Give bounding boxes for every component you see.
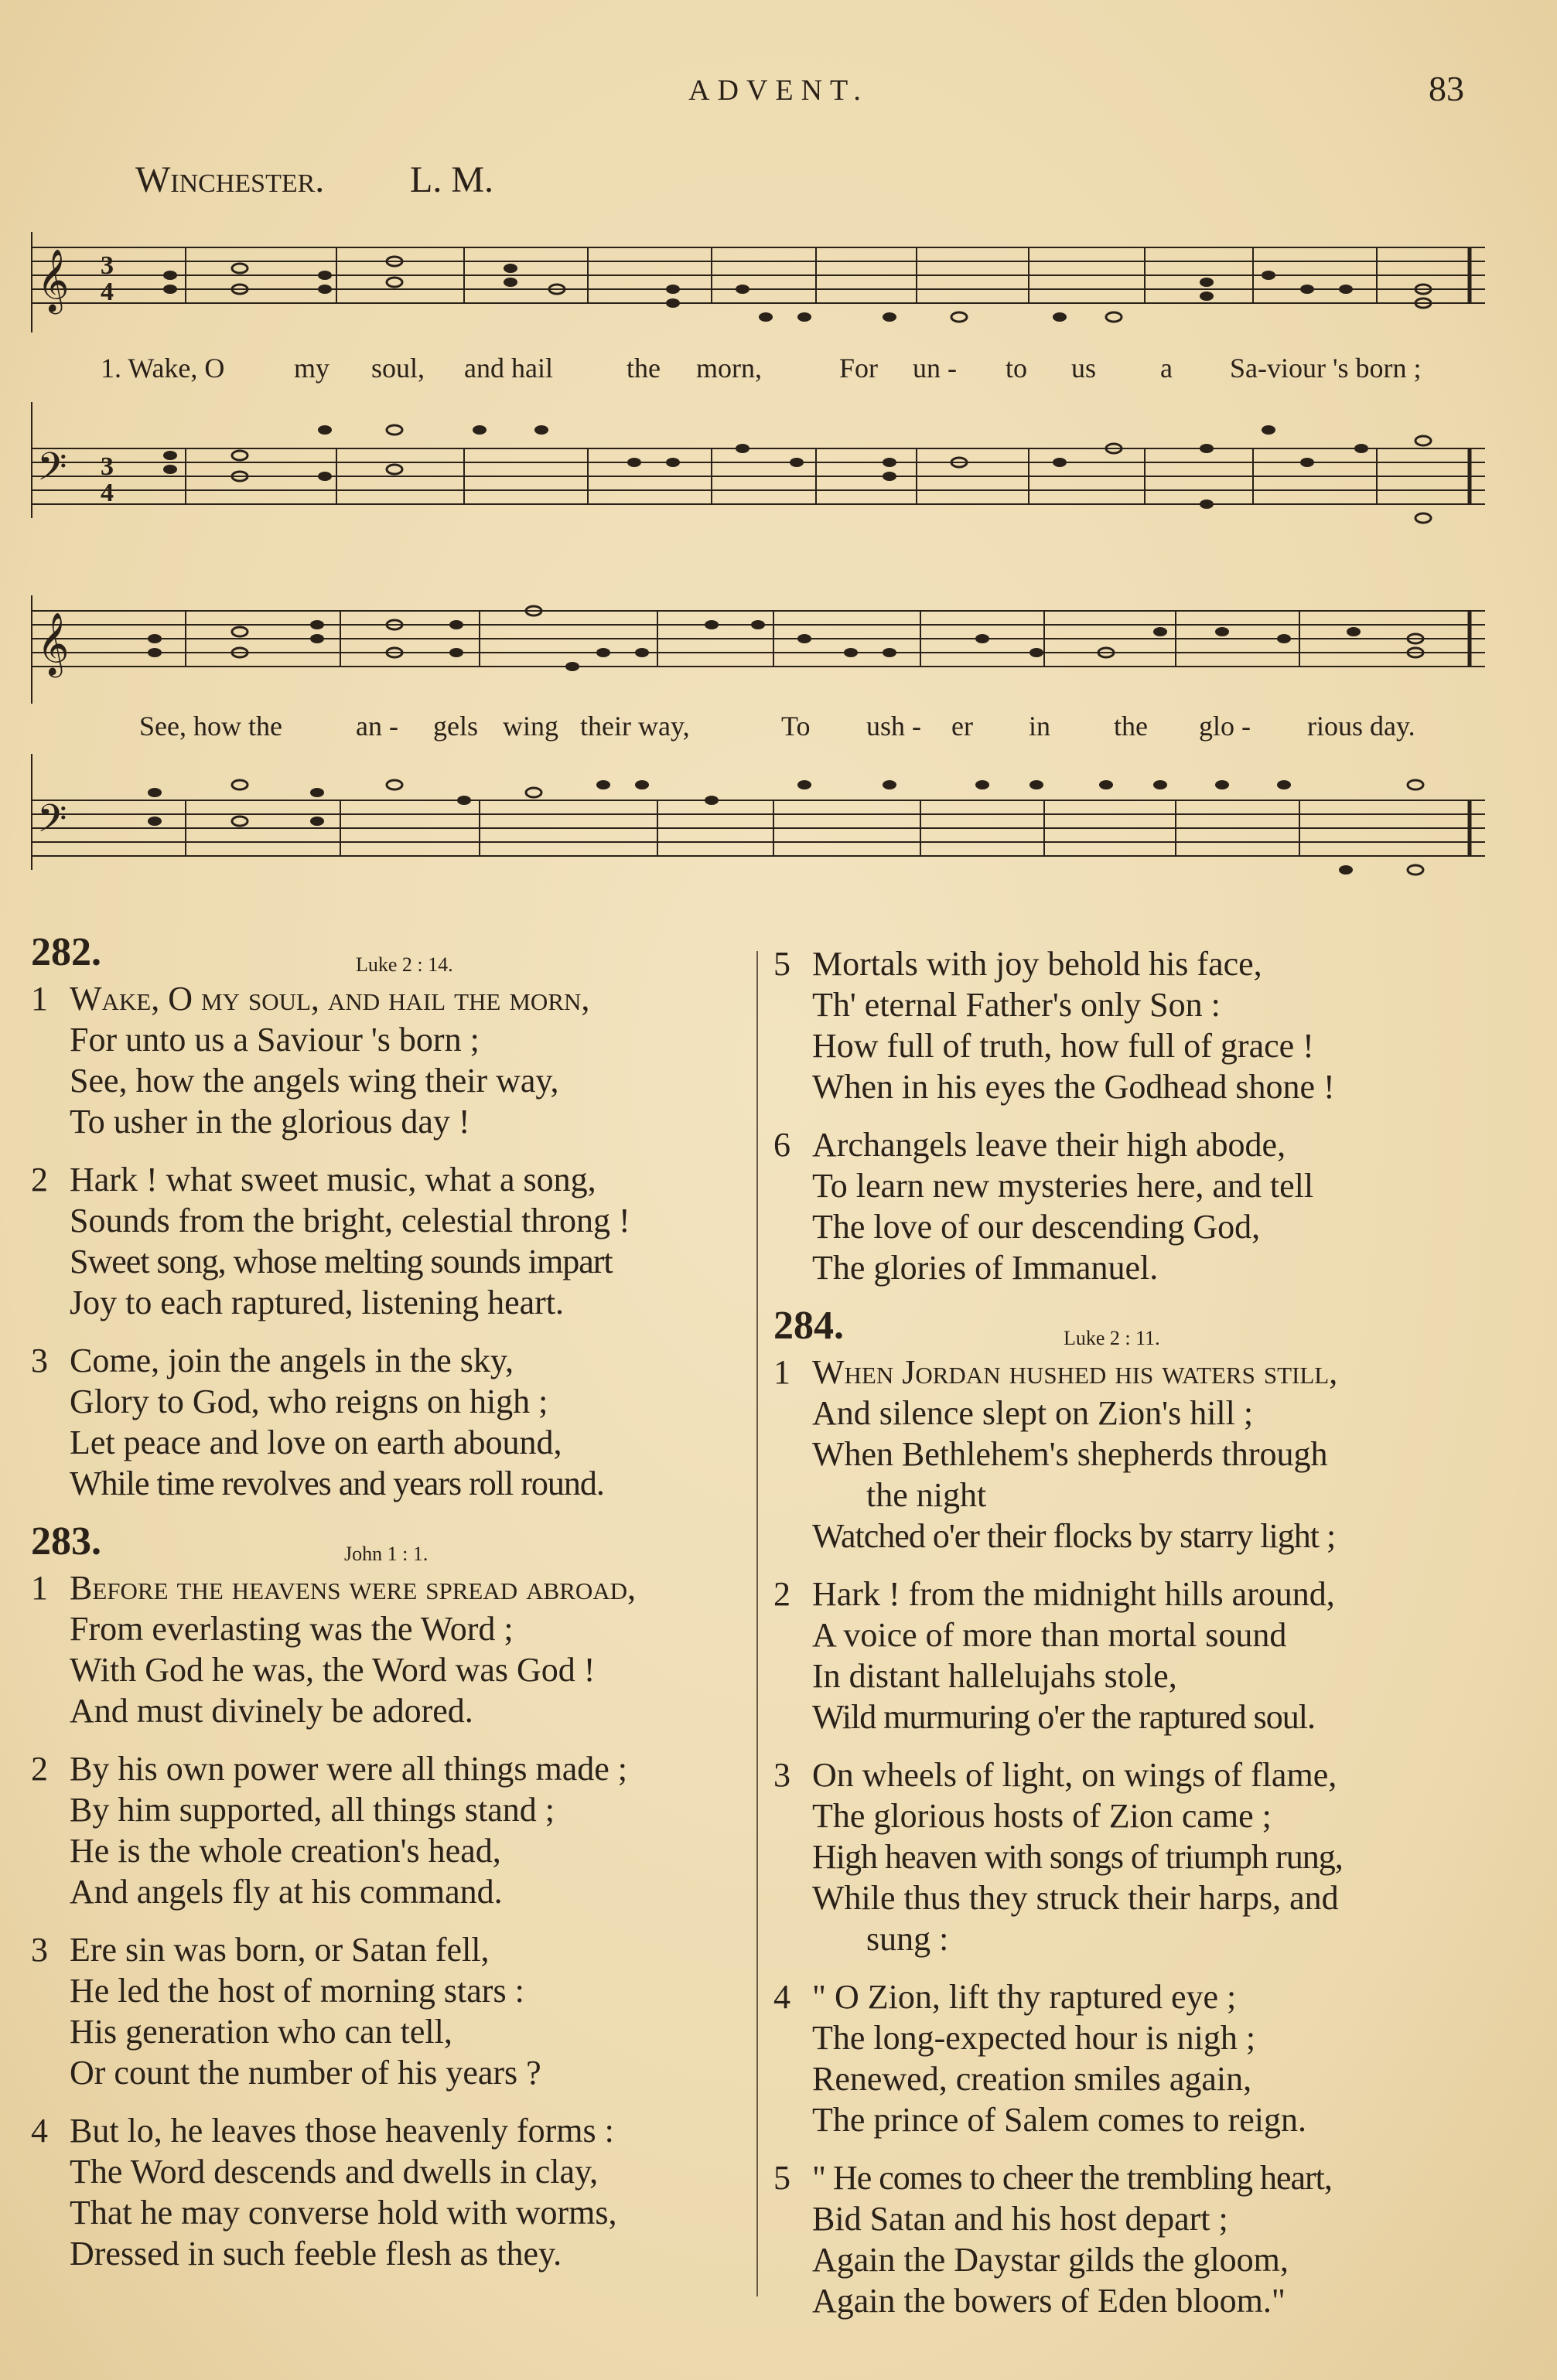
svg-text:4: 4 [101,278,114,306]
verse-line: While time revolves and years roll round. [70,1464,604,1502]
scripture-reference: John 1 : 1. [344,1543,429,1565]
stanza-number: 4 [31,2112,48,2150]
verse-line: " O Zion, lift thy raptured eye ; [812,1978,1237,2016]
hymn-number: 284. [773,1304,844,1348]
verse-line: Mortals with joy behold his face, [812,945,1262,983]
verse-line: The glorious hosts of Zion came ; [812,1797,1272,1835]
verse-line: Ere sin was born, or Satan fell, [70,1931,490,1969]
verse-line: That he may converse hold with worms, [70,2194,617,2232]
verse-line: Let peace and love on earth abound, [70,1424,562,1461]
verse-line: Th' eternal Father's only Son : [812,986,1221,1024]
verse-line: How full of truth, how full of grace ! [812,1027,1314,1065]
lyric-syllable: wing [503,711,558,742]
verse-line: Watched o'er their flocks by starry light ; [812,1517,1336,1555]
lyric-syllable: 1. Wake, O [101,353,225,384]
lyric-syllable: an - [356,711,398,742]
verse-line: The glories of Immanuel. [812,1249,1159,1287]
lyric-syllable: rious day. [1307,711,1415,742]
stanza [773,943,1501,1107]
stanza-number: 1 [31,1569,48,1607]
verse-line: And angels fly at his command. [70,1873,503,1911]
verse-line: Dressed in such feeble flesh as they. [70,2235,562,2273]
svg-text:𝄢: 𝄢 [37,798,67,849]
verse-line: But lo, he leaves those heavenly forms : [70,2112,614,2150]
lyric-syllable: a [1160,353,1173,384]
tune-name: Winchester. [135,159,325,200]
lyric-syllable: glo - [1199,711,1251,742]
verse-line: " He comes to cheer the trembling heart, [812,2159,1332,2197]
stanza [31,1567,750,1731]
lyric-syllable: For [839,353,879,384]
verse-line: Again the bowers of Eden bloom." [812,2282,1286,2320]
verse-line: When in his eyes the Godhead shone ! [812,1068,1335,1106]
verse-line: Or count the number of his years ? [70,2054,541,2092]
stanza [773,1976,1501,2140]
music-staff [31,224,1485,332]
stanza [31,1748,750,1912]
page-number: 83 [1429,69,1464,108]
verse-line: For unto us a Saviour 's born ; [70,1021,480,1059]
stanza [31,1929,750,2093]
lyric-syllable: their way, [580,711,690,742]
treble-staff-system-2 [31,588,1485,704]
right-column [773,943,1501,2338]
stanza [773,1754,1501,1959]
verse-line: High heaven with songs of triumph rung, [812,1838,1343,1876]
scripture-reference: Luke 2 : 11. [1064,1327,1160,1349]
lyric-syllable: the [627,353,661,384]
verse-line: sung : [866,1920,949,1958]
verse-line: Hark ! from the midnight hills around, [812,1575,1335,1613]
verse-line: See, how the angels wing their way, [70,1062,559,1100]
lyric-syllable: morn, [696,353,762,384]
lyric-syllable: my [294,353,330,384]
stanza [31,1340,750,1504]
svg-text:4: 4 [101,479,114,507]
treble-staff-system-1 [31,224,1485,332]
tune-meter: L. M. [410,159,493,200]
hymn-heading [773,1305,1501,1352]
svg-text:𝄞: 𝄞 [37,615,70,674]
verse-line: The love of our descending God, [812,1208,1261,1246]
stanza-number: 2 [773,1575,790,1613]
lyric-syllable: in [1029,711,1051,742]
lyric-syllable: to [1006,353,1028,384]
verse-line: When Jordan hushed his waters still, [812,1353,1338,1391]
hymn-heading [31,1521,750,1567]
verse-line: Joy to each raptured, listening heart. [70,1284,565,1321]
stanza-number: 1 [773,1353,790,1391]
verse-line: And silence slept on Zion's hill ; [812,1394,1254,1432]
verse-line: Glory to God, who reigns on high ; [70,1383,548,1420]
music-staff [31,402,1485,557]
verse-line: The prince of Salem comes to reign. [812,2101,1307,2139]
verse-line: He led the host of morning stars : [70,1972,524,2010]
verse-line: Come, join the angels in the sky, [70,1342,514,1379]
lyric-syllable: Sa-viour 's born ; [1230,353,1422,384]
stanza [773,1124,1501,1288]
svg-text:3: 3 [101,452,114,481]
left-column [31,932,750,2291]
verse-line: Renewed, creation smiles again, [812,2060,1252,2098]
verse-line: While thus they struck their harps, and [812,1879,1339,1917]
verse-line: And must divinely be adored. [70,1692,473,1730]
lyric-syllable: un - [913,353,957,384]
lyric-syllable: To [781,711,811,742]
stanza [31,1159,750,1323]
verse-line: From everlasting was the Word ; [70,1610,514,1648]
verse-line: On wheels of light, on wings of flame, [812,1756,1337,1794]
verse-line: By his own power were all things made ; [70,1750,627,1788]
verse-line: Wild murmuring o'er the raptured soul. [812,1698,1315,1736]
verse-line: the night [866,1476,987,1514]
lyric-syllable: er [951,711,973,742]
verse-line: In distant hallelujahs stole, [812,1657,1177,1695]
stanza [31,978,750,1142]
stanza [773,1574,1501,1737]
verse-line: When Bethlehem's shepherds through [812,1435,1328,1473]
verse-line: Again the Daystar gilds the gloom, [812,2241,1289,2279]
music-staff [31,754,1485,916]
verse-line: His generation who can tell, [70,2013,452,2051]
stanza-number: 4 [773,1978,790,2016]
scripture-reference: Luke 2 : 14. [356,953,453,976]
music-staff [31,588,1485,704]
stanza-number: 3 [773,1756,790,1794]
verse-line: Archangels leave their high abode, [812,1126,1286,1164]
verse-line: Hark ! what sweet music, what a song, [70,1161,596,1199]
stanza-number: 1 [31,980,48,1018]
stanza-number: 2 [31,1161,48,1199]
stanza-number: 5 [773,2159,790,2197]
verse-line: Sweet song, whose melting sounds impart [70,1243,613,1280]
stanza-number: 3 [31,1931,48,1969]
verse-line: To learn new mysteries here, and tell [812,1167,1314,1205]
verse-line: Wake, O my soul, and hail the morn, [70,980,590,1018]
svg-text:3: 3 [101,251,114,280]
lyric-syllable: soul, [371,353,425,384]
bass-staff-system-1 [31,402,1485,557]
lyric-syllable: gels [433,711,478,742]
lyric-syllable: See, how the [139,711,282,742]
svg-text:𝄞: 𝄞 [37,251,70,311]
verse-line: A voice of more than mortal sound [812,1616,1287,1654]
stanza [31,2110,750,2274]
verse-line: Before the heavens were spread abroad, [70,1569,637,1607]
stanza-number: 3 [31,1342,48,1379]
running-title: ADVENT. [688,74,869,107]
lyric-syllable: ush - [866,711,921,742]
lyric-syllable: us [1071,353,1097,384]
stanza-number: 6 [773,1126,790,1164]
hymn-number: 282. [31,930,101,974]
verse-line: With God he was, the Word was God ! [70,1651,596,1689]
verse-line: By him supported, all things stand ; [70,1791,555,1829]
lyric-syllable: the [1114,711,1148,742]
verse-line: He is the whole creation's head, [70,1832,501,1870]
hymn-number: 283. [31,1519,101,1563]
verse-line: Bid Satan and his host depart ; [812,2200,1228,2238]
bass-staff-system-2 [31,754,1485,916]
stanza-number: 5 [773,945,790,983]
stanza [773,2157,1501,2321]
verse-line: The long-expected hour is nigh ; [812,2019,1256,2057]
lyric-syllable: and hail [464,353,553,384]
verse-line: The Word descends and dwells in clay, [70,2153,599,2191]
verse-line: Sounds from the bright, celestial throng ! [70,1202,630,1239]
verse-line: To usher in the glorious day ! [70,1103,470,1141]
hymn-heading [31,932,750,978]
stanza [773,1352,1501,1557]
stanza-number: 2 [31,1750,48,1788]
column-divider [756,951,758,2296]
svg-text:𝄢: 𝄢 [37,446,67,497]
